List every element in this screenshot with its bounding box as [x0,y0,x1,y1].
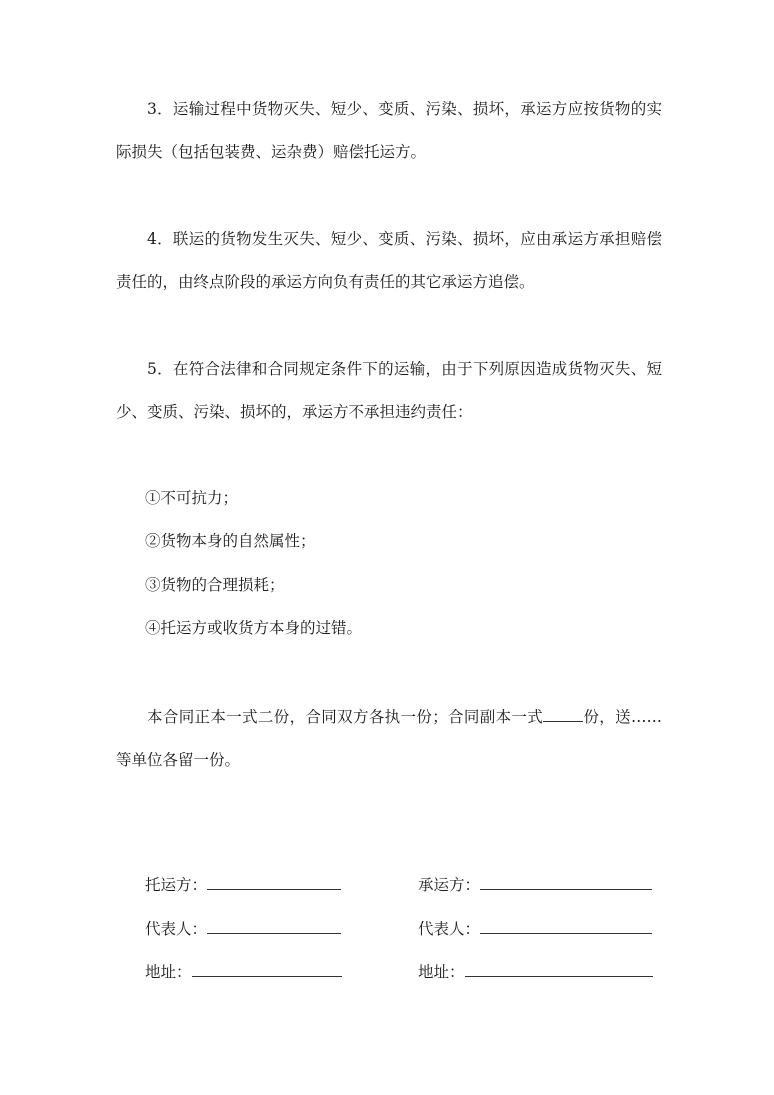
shipper-party-row [145,874,341,896]
shipper-address-row [145,961,342,983]
carrier-address-blank[interactable] [465,962,653,977]
carrier-address-label: 地址： [418,963,465,981]
carrier-rep-row [418,918,652,940]
exemption-item-3: ③货物的合理损耗； [145,576,285,594]
shipper-rep-row [145,918,341,940]
carrier-party-row [418,874,652,896]
carrier-party-blank[interactable] [480,875,652,890]
copies-text-after: 份，送……等单位各留一份。 [116,708,662,769]
copies-clause [116,696,662,782]
carrier-party-label: 承运方： [418,876,481,894]
carrier-rep-label: 代表人： [418,920,481,938]
clause-3: 3．运输过程中货物灭失、短少、变质、污染、损坏，承运方应按货物的实际损失（包括包装费、运杂费）赔偿托运方。 [116,100,662,161]
clause-5: 5．在符合法律和合同规定条件下的运输，由于下列原因造成货物灭失、短少、变质、污染、损坏的，承运方不承担违约责任： [116,360,662,421]
exemption-item-1: ①不可抗力； [145,489,239,507]
exemption-item-4: ④托运方或收货方本身的过错。 [145,619,363,637]
copies-count-blank[interactable] [543,707,583,722]
shipper-address-blank[interactable] [192,962,342,977]
shipper-rep-label: 代表人： [145,920,208,938]
shipper-rep-blank[interactable] [207,919,341,934]
carrier-rep-blank[interactable] [480,919,652,934]
carrier-address-row [418,961,653,983]
shipper-party-label: 托运方： [145,876,208,894]
copies-text-before: 本合同正本一式二份，合同双方各执一份；合同副本一式 [147,708,544,726]
clause-4: 4．联运的货物发生灭失、短少、变质、污染、损坏，应由承运方承担赔偿责任的，由终点阶段的承运方向负有责任的其它承运方追偿。 [116,230,662,291]
shipper-party-blank[interactable] [207,875,341,890]
exemption-item-2: ②货物本身的自然属性； [145,532,316,550]
shipper-address-label: 地址： [145,963,192,981]
